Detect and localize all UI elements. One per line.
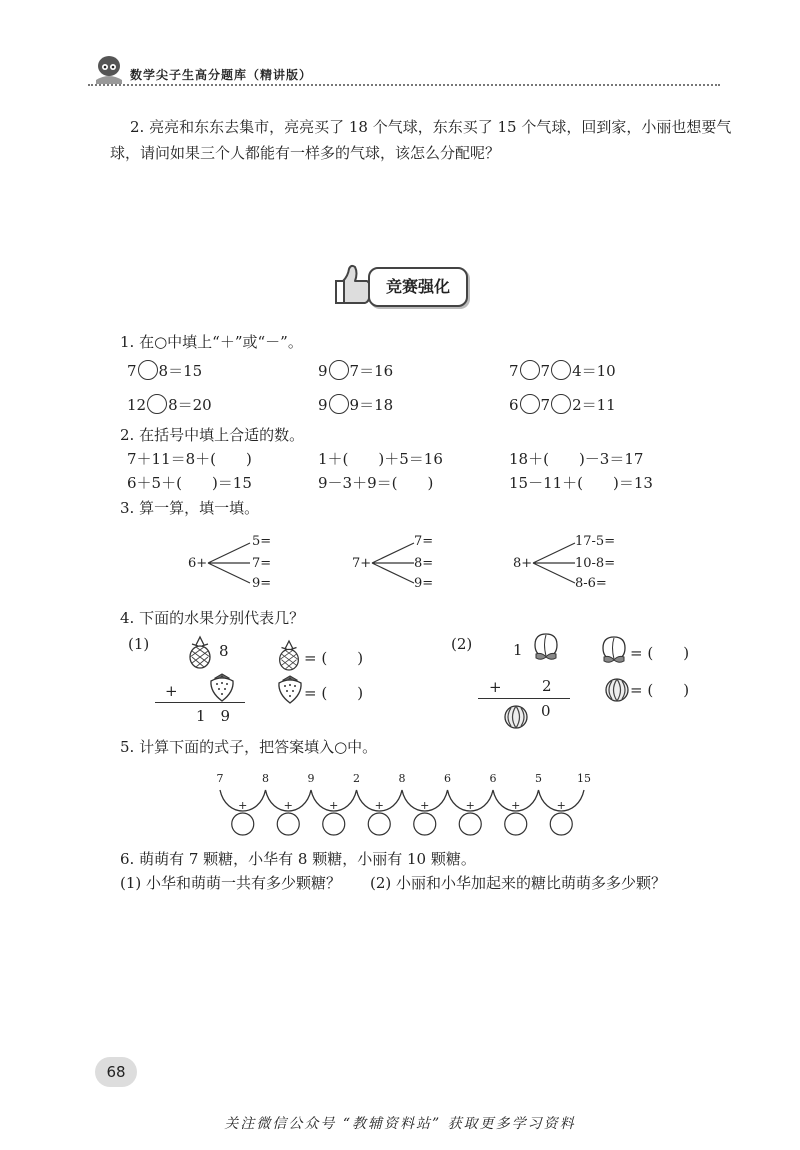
peach-icon (598, 633, 630, 665)
answer-circle[interactable] (368, 813, 390, 835)
tree-branch: 17-5= (575, 534, 616, 549)
q4-part1-label: (1) (128, 635, 150, 653)
q4-part1-sum-line (155, 702, 245, 703)
tree-root: 6+ (188, 556, 208, 571)
chain-number: 6 (444, 772, 451, 785)
tree-branches (531, 541, 577, 585)
chain-number: 8 (398, 772, 406, 785)
q2-eq-2-1: 6＋5＋( )＝15 (127, 474, 252, 492)
answer-circle[interactable] (459, 813, 481, 835)
q2-eq-1-1: 7＋11＝8＋( ) (127, 450, 252, 468)
q4-part1-result: 1 9 (196, 707, 231, 725)
tree-branch: 7= (252, 556, 272, 571)
q1-row2-item3: 6 7 2＝11 (509, 396, 616, 414)
chain-operator: + (329, 799, 339, 812)
q1-row1-item3: 7 7 4＝10 (509, 362, 616, 380)
answer-circle[interactable] (323, 813, 345, 835)
peach-icon (530, 630, 562, 662)
q4-part1-answer1[interactable]: = ( ) (304, 649, 364, 667)
q4-part2-plus: + (489, 678, 502, 696)
tree-branch: 8-6= (575, 576, 607, 591)
answer-circle[interactable] (232, 813, 254, 835)
blank-circle[interactable] (138, 360, 158, 380)
thumbs-up-icon (333, 261, 373, 311)
q6-sub2: (2) 小丽和小华加起来的糖比萌萌多多少颗？ (370, 874, 667, 892)
section-title: 竞赛强化 (368, 267, 468, 307)
tree-root: 8+ (513, 556, 533, 571)
chain-number: 5 (535, 772, 542, 785)
q4-part2-result-num: 0 (541, 702, 551, 720)
chain-number: 6 (489, 772, 497, 785)
chain-operator: + (238, 799, 248, 812)
tree-branch: 10-8= (575, 556, 616, 571)
top-problem-line1: 2. 亮亮和东东去集市，亮亮买了 18 个气球，东东买了 15 个气球，回到家，小丽也想要气 (130, 118, 732, 136)
q4-part2-label: (2) (451, 635, 473, 653)
top-problem-line2: 球，请问如果三个人都能有一样多的气球，该怎么分配呢？ (110, 144, 501, 162)
pineapple-icon (275, 640, 303, 670)
blank-circle[interactable] (520, 360, 540, 380)
q4-prompt: 4. 下面的水果分别代表几？ (120, 609, 305, 627)
chain-number: 15 (577, 772, 591, 785)
q1-row1-item1: 7 8＝15 (127, 362, 203, 380)
chain-number: 9 (307, 772, 315, 785)
chain-operator: + (511, 799, 521, 812)
q1-prompt: 1. 在○中填上“＋”或“－”。 (120, 333, 303, 351)
q4-part2-top-num: 1 (513, 641, 523, 659)
blank-circle[interactable] (147, 394, 167, 414)
chain-operator: + (556, 799, 566, 812)
tree-branch: 7= (414, 534, 434, 549)
q1-row1-item2: 9 7＝16 (318, 362, 394, 380)
tree-branch: 9= (252, 576, 272, 591)
q6-prompt: 6. 萌萌有 7 颗糖，小华有 8 颗糖，小丽有 10 颗糖。 (120, 850, 476, 868)
q4-part2-answer1[interactable]: = ( ) (630, 644, 690, 662)
tree-branches (370, 541, 416, 585)
q4-part2-sum-line (478, 698, 570, 699)
q1-row2-item1: 12 8＝20 (127, 396, 212, 414)
watermelon-icon (503, 704, 529, 730)
blank-circle[interactable] (329, 394, 349, 414)
header-title: 数学尖子生高分题库（精讲版） (130, 68, 313, 82)
pineapple-icon (186, 636, 214, 668)
tree-root: 7+ (352, 556, 372, 571)
tree-branches (206, 541, 252, 585)
chain-operator: + (283, 799, 293, 812)
q1-row2-item2: 9 9＝18 (318, 396, 394, 414)
q2-eq-1-3: 18＋( )－3＝17 (509, 450, 644, 468)
tree-branch: 5= (252, 534, 272, 549)
answer-circle[interactable] (414, 813, 436, 835)
q5-chain (200, 768, 600, 840)
blank-circle[interactable] (520, 394, 540, 414)
chain-operator: + (420, 799, 430, 812)
q6-sub1: (1) 小华和萌萌一共有多少颗糖？ (120, 874, 342, 892)
q4-part1-answer2[interactable]: = ( ) (304, 684, 364, 702)
q4-part1-top-num: 8 (219, 642, 229, 660)
footer-note: 关注微信公众号 “教辅资料站” 获取更多学习资料 (224, 1116, 576, 1132)
answer-circle[interactable] (505, 813, 527, 835)
chain-operator: + (374, 799, 384, 812)
tree-branch: 9= (414, 576, 434, 591)
blank-circle[interactable] (329, 360, 349, 380)
q2-eq-2-3: 15－11＋( )＝13 (509, 474, 653, 492)
blank-circle[interactable] (551, 394, 571, 414)
chain-operator: + (465, 799, 475, 812)
q2-prompt: 2. 在括号中填上合适的数。 (120, 426, 305, 444)
q2-eq-1-2: 1＋( )＋5＝16 (318, 450, 443, 468)
q4-part2-second-num: 2 (542, 677, 552, 695)
strawberry-icon (276, 674, 304, 704)
chain-number: 7 (216, 772, 224, 785)
q3-prompt: 3. 算一算，填一填。 (120, 499, 260, 517)
answer-circle[interactable] (550, 813, 572, 835)
blank-circle[interactable] (551, 360, 571, 380)
strawberry-icon (208, 672, 236, 702)
q4-part1-plus: + (165, 682, 178, 700)
tree-branch: 8= (414, 556, 434, 571)
q2-eq-2-2: 9－3＋9＝( ) (318, 474, 434, 492)
q4-part2-answer2[interactable]: = ( ) (630, 681, 690, 699)
answer-circle[interactable] (277, 813, 299, 835)
chain-number: 2 (353, 772, 360, 785)
chain-number: 8 (262, 772, 269, 785)
page-number: 68 (95, 1057, 137, 1087)
watermelon-icon (604, 677, 630, 703)
q5-prompt: 5. 计算下面的式子，把答案填入○中。 (120, 738, 378, 756)
header-divider (88, 84, 720, 86)
